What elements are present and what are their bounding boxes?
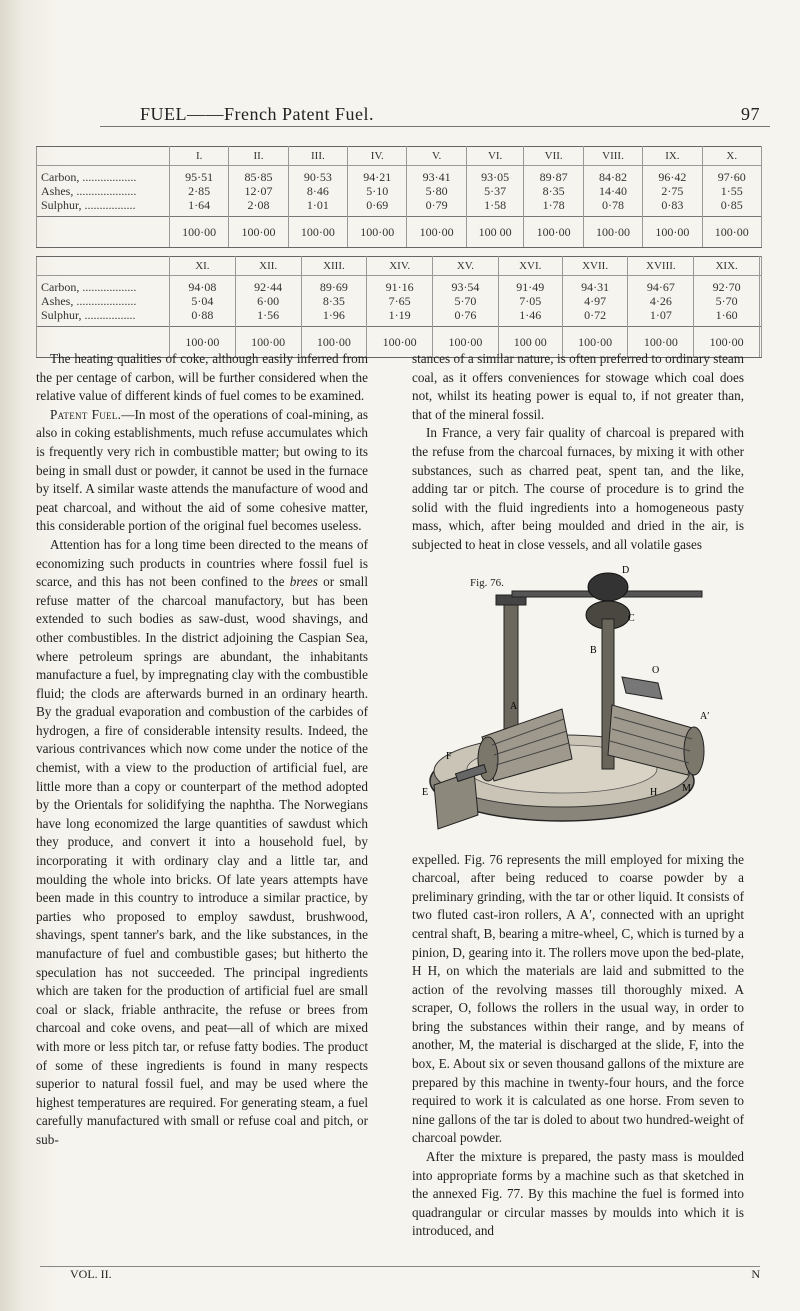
column-header: XVII.: [562, 257, 628, 276]
row-labels: [37, 166, 170, 217]
total-cell: 100·00: [170, 217, 229, 248]
row-labels: [37, 276, 170, 327]
total-cell: 100 00: [466, 217, 524, 248]
row-label-sulphur: Sulphur, .................: [41, 308, 136, 322]
page-footer: [40, 1266, 760, 1281]
header-title: FUEL——French Patent Fuel.: [140, 104, 374, 124]
page-number: 97: [741, 104, 760, 124]
row-label-ashes: Ashes, ....................: [41, 294, 137, 308]
label-c: C: [628, 612, 635, 624]
total-cell: [760, 327, 762, 358]
column-header: VIII.: [583, 147, 642, 166]
paragraph: Attention has for a long time been directed to the means of economizing such products in countries where fossil fuel is scarce, and this has not been confined to the brees or small refuse matter of the charcoal manufactory, but has been extended to such bodies as saw-dust, wood shavings, and other combustibles. In the district adjoining the Caspian Sea, where petroleum springs are abundant, the inhabitants manufacture a fuel, by impregnating clay with the combustible fluid; the clods are afterwards burned in an ordinary hearth. By the gradual evaporation and combustion of the carbides of hydrogen, a fire of considerable intensity results. Indeed, the various contrivances which now come under the notice of the chemist, with a view to the production of artificial fuel, are little more than a copy or counterpart of the method adopted by the Orientals for solidifying the naphtha. The Norwegians have long economized the large quantities of sawdust which they produce, and convert it into a household fuel, by incorporating it with ordinary clay and a little tar, and moulding the whole into bricks. Of late years attempts have been made in this country to introduce a similar practice, by parties who proposed to employ sawdust, brushwood, shavings, spent tanner's bark, and the like substances, in the manufacture of fuel and combustible gases; but hitherto the speculation has not succeeded. The principal ingredients which are taken for the production of artificial fuel are small coal or slack, friable anthracite, the refuse or brees from charcoal and coke ovens, and peat—all of which are mixed with more or less pitch tar, or refuse fatty bodies. The product of some of these ingredients is found in many respects superior to natural fossil fuel, and may be used where the highest temperatures are required. For generating steam, a fuel carefully manufactured with small or refuse coal and pitch, or sub-: [36, 536, 368, 1147]
table-cell: 93·05 5·37 1·58: [466, 166, 524, 217]
row-label-sulphur: Sulphur, .................: [41, 198, 136, 212]
column-header: X.: [702, 147, 761, 166]
paragraph: The heating qualities of coke, although easily inferred from the per centage of carbon, will be further considered when the relative value of different kinds of fuel comes to be examined.: [36, 351, 368, 404]
table-cell: 93·54 5·70 0·76: [433, 276, 499, 327]
table-cell: 85·85 12·07 2·08: [229, 166, 288, 217]
label-m: M: [682, 782, 691, 794]
table-cell: [760, 276, 762, 327]
total-cell: 100·00: [367, 327, 433, 358]
label-d: D: [622, 564, 630, 576]
total-cell: 100·00: [407, 217, 466, 248]
label-a: A: [510, 700, 518, 712]
volume-label: VOL. II.: [70, 1267, 112, 1281]
label-h: H: [650, 786, 658, 798]
column-header: [760, 257, 762, 276]
total-cell: 100·00: [694, 327, 760, 358]
pinion-d: [588, 573, 628, 601]
label-e: E: [422, 786, 429, 798]
total-cell: 100·00: [235, 327, 301, 358]
scraper-o: [622, 677, 662, 699]
label-o: O: [652, 664, 660, 676]
total-cell: 100 00: [498, 327, 562, 358]
total-cell: 100·00: [288, 217, 347, 248]
table-cell: 84·82 14·40 0·78: [583, 166, 642, 217]
table-cell: 90·53 8·46 1·01: [288, 166, 347, 217]
paragraph: stances of a similar nature, is often preferred to ordinary steam coal, as it offers conveniences for stowage which coal does not, whilst its heating power is equal to, if not greater than, that of the mineral fossil.: [412, 351, 744, 422]
total-cell: 100·00: [348, 217, 407, 248]
table-cell: 89·69 8·35 1·96: [301, 276, 367, 327]
analysis-table-2: [36, 256, 762, 358]
table-cell: 94·08 5·04 0·88: [170, 276, 236, 327]
paragraph: In France, a very fair quality of charcoal is prepared with the refuse from the charcoal furnaces, by mixing it with other substances, such as charred peat, spent tan, and the like, adding tar or pitch. The course of procedure is to grind the solid with the fluid ingredients into a homogeneous pasty mass, which, after being moulded and dried in the air, is subjected to heat in close vessels, and all volatile gases: [412, 425, 744, 552]
column-header: XIX.: [694, 257, 760, 276]
column-header: III.: [288, 147, 347, 166]
figure-label: Fig. 76.: [470, 576, 504, 589]
column-header: I.: [170, 147, 229, 166]
left-column: [36, 350, 368, 1150]
column-header: VI.: [466, 147, 524, 166]
table-cell: 94·31 4·97 0·72: [562, 276, 628, 327]
table-cell: 91·16 7·65 1·19: [367, 276, 433, 327]
table-cell: 94·67 4·26 1·07: [628, 276, 694, 327]
column-header: XIII.: [301, 257, 367, 276]
table-cell: 94·21 5·10 0·69: [348, 166, 407, 217]
emphasis: brees: [289, 574, 318, 590]
column-header: II.: [229, 147, 288, 166]
row-label-carbon: Carbon, ..................: [41, 280, 137, 294]
signature-mark: N: [751, 1267, 760, 1281]
total-cell: 100·00: [583, 217, 642, 248]
column-header: XII.: [235, 257, 301, 276]
section-heading: Patent Fuel.: [50, 406, 122, 422]
figure-76: [412, 559, 744, 849]
column-header: XVIII.: [628, 257, 694, 276]
column-header: V.: [407, 147, 466, 166]
total-cell: 100·00: [562, 327, 628, 358]
total-cell: 100·00: [643, 217, 702, 248]
column-header: IV.: [348, 147, 407, 166]
table-values-row: [37, 166, 762, 217]
mill-illustration: [412, 559, 744, 849]
label-f: F: [446, 750, 452, 762]
table-cell: 95·51 2·85 1·64: [170, 166, 229, 217]
column-header: XV.: [433, 257, 499, 276]
table-values-row: [37, 276, 762, 327]
total-cell: 100·00: [702, 217, 761, 248]
paragraph: After the mixture is prepared, the pasty mass is moulded into appropriate forms by a machine such as that sketched in the annexed Fig. 77. By this machine the fuel is formed into quadrangular or circular masses by moulds into which it is introduced, and: [412, 1149, 744, 1239]
row-label-ashes: Ashes, ....................: [41, 184, 137, 198]
table-cell: 92·44 6·00 1·56: [235, 276, 301, 327]
column-header: XVI.: [498, 257, 562, 276]
label-b: B: [590, 644, 597, 656]
table-cell: 92·70 5·70 1·60: [694, 276, 760, 327]
column-header: VII.: [524, 147, 583, 166]
table-header-row: [37, 147, 762, 166]
row-label-carbon: Carbon, ..................: [41, 170, 137, 184]
table-cell: 93·41 5·80 0·79: [407, 166, 466, 217]
total-cell: 100·00: [433, 327, 499, 358]
total-cell: 100·00: [524, 217, 583, 248]
table-cell: 96·42 2·75 0·83: [643, 166, 702, 217]
column-header: XIV.: [367, 257, 433, 276]
table-totals-row: [37, 217, 762, 248]
total-cell: 100·00: [229, 217, 288, 248]
total-cell: 100·00: [170, 327, 236, 358]
table-cell: 97·60 1·55 0·85: [702, 166, 761, 217]
total-cell: 100·00: [628, 327, 694, 358]
total-cell: 100·00: [301, 327, 367, 358]
paragraph: Patent Fuel.—In most of the operations of coal-mining, as also in coking establishments, much refuse accumulates which is frequently very rich in combustible matter; but owing to its being in small dust or powder, it cannot be used in the furnace by itself. A similar waste attends the manufacture of wood and peat charcoal, and without the aid of some cohesive matter, this considerable portion of the original fuel becomes useless.: [36, 406, 368, 534]
column-header: IX.: [643, 147, 702, 166]
paragraph: expelled. Fig. 76 represents the mill employed for mixing the charcoal, after being reduced to coarse powder by a preliminary grinding, with the tar or other liquid. It consists of two fluted cast-iron rollers, A A′, connected with an upright central shaft, B, bearing a mitre-wheel, C, which is turned by a pinion, D, gearing into it. The rollers move upon the bed-plate, H H, on which the materials are laid and submitted to the action of the revolving masses till thoroughly mixed. A scraper, O, follows the rollers in the usual way, in order to bring the substances within their range, and by means of another, M, the material is discharged at the slide, F, into the box, E. About six or seven thousand gallons of the mixture are prepared by this machine in twenty-four hours, and the force required to work it is calculated as one horse. From seven to nine gallons of the tar is doled to about two hundred-weight of charcoal powder.: [412, 851, 744, 1146]
table-header-row: [37, 257, 762, 276]
label-a-prime: A′: [700, 710, 710, 722]
column-header: XI.: [170, 257, 236, 276]
right-column: [412, 350, 744, 1241]
table-cell: 89·87 8·35 1·78: [524, 166, 583, 217]
table-cell: 91·49 7·05 1·46: [498, 276, 562, 327]
running-header: [100, 104, 770, 127]
analysis-table-1: [36, 146, 762, 248]
